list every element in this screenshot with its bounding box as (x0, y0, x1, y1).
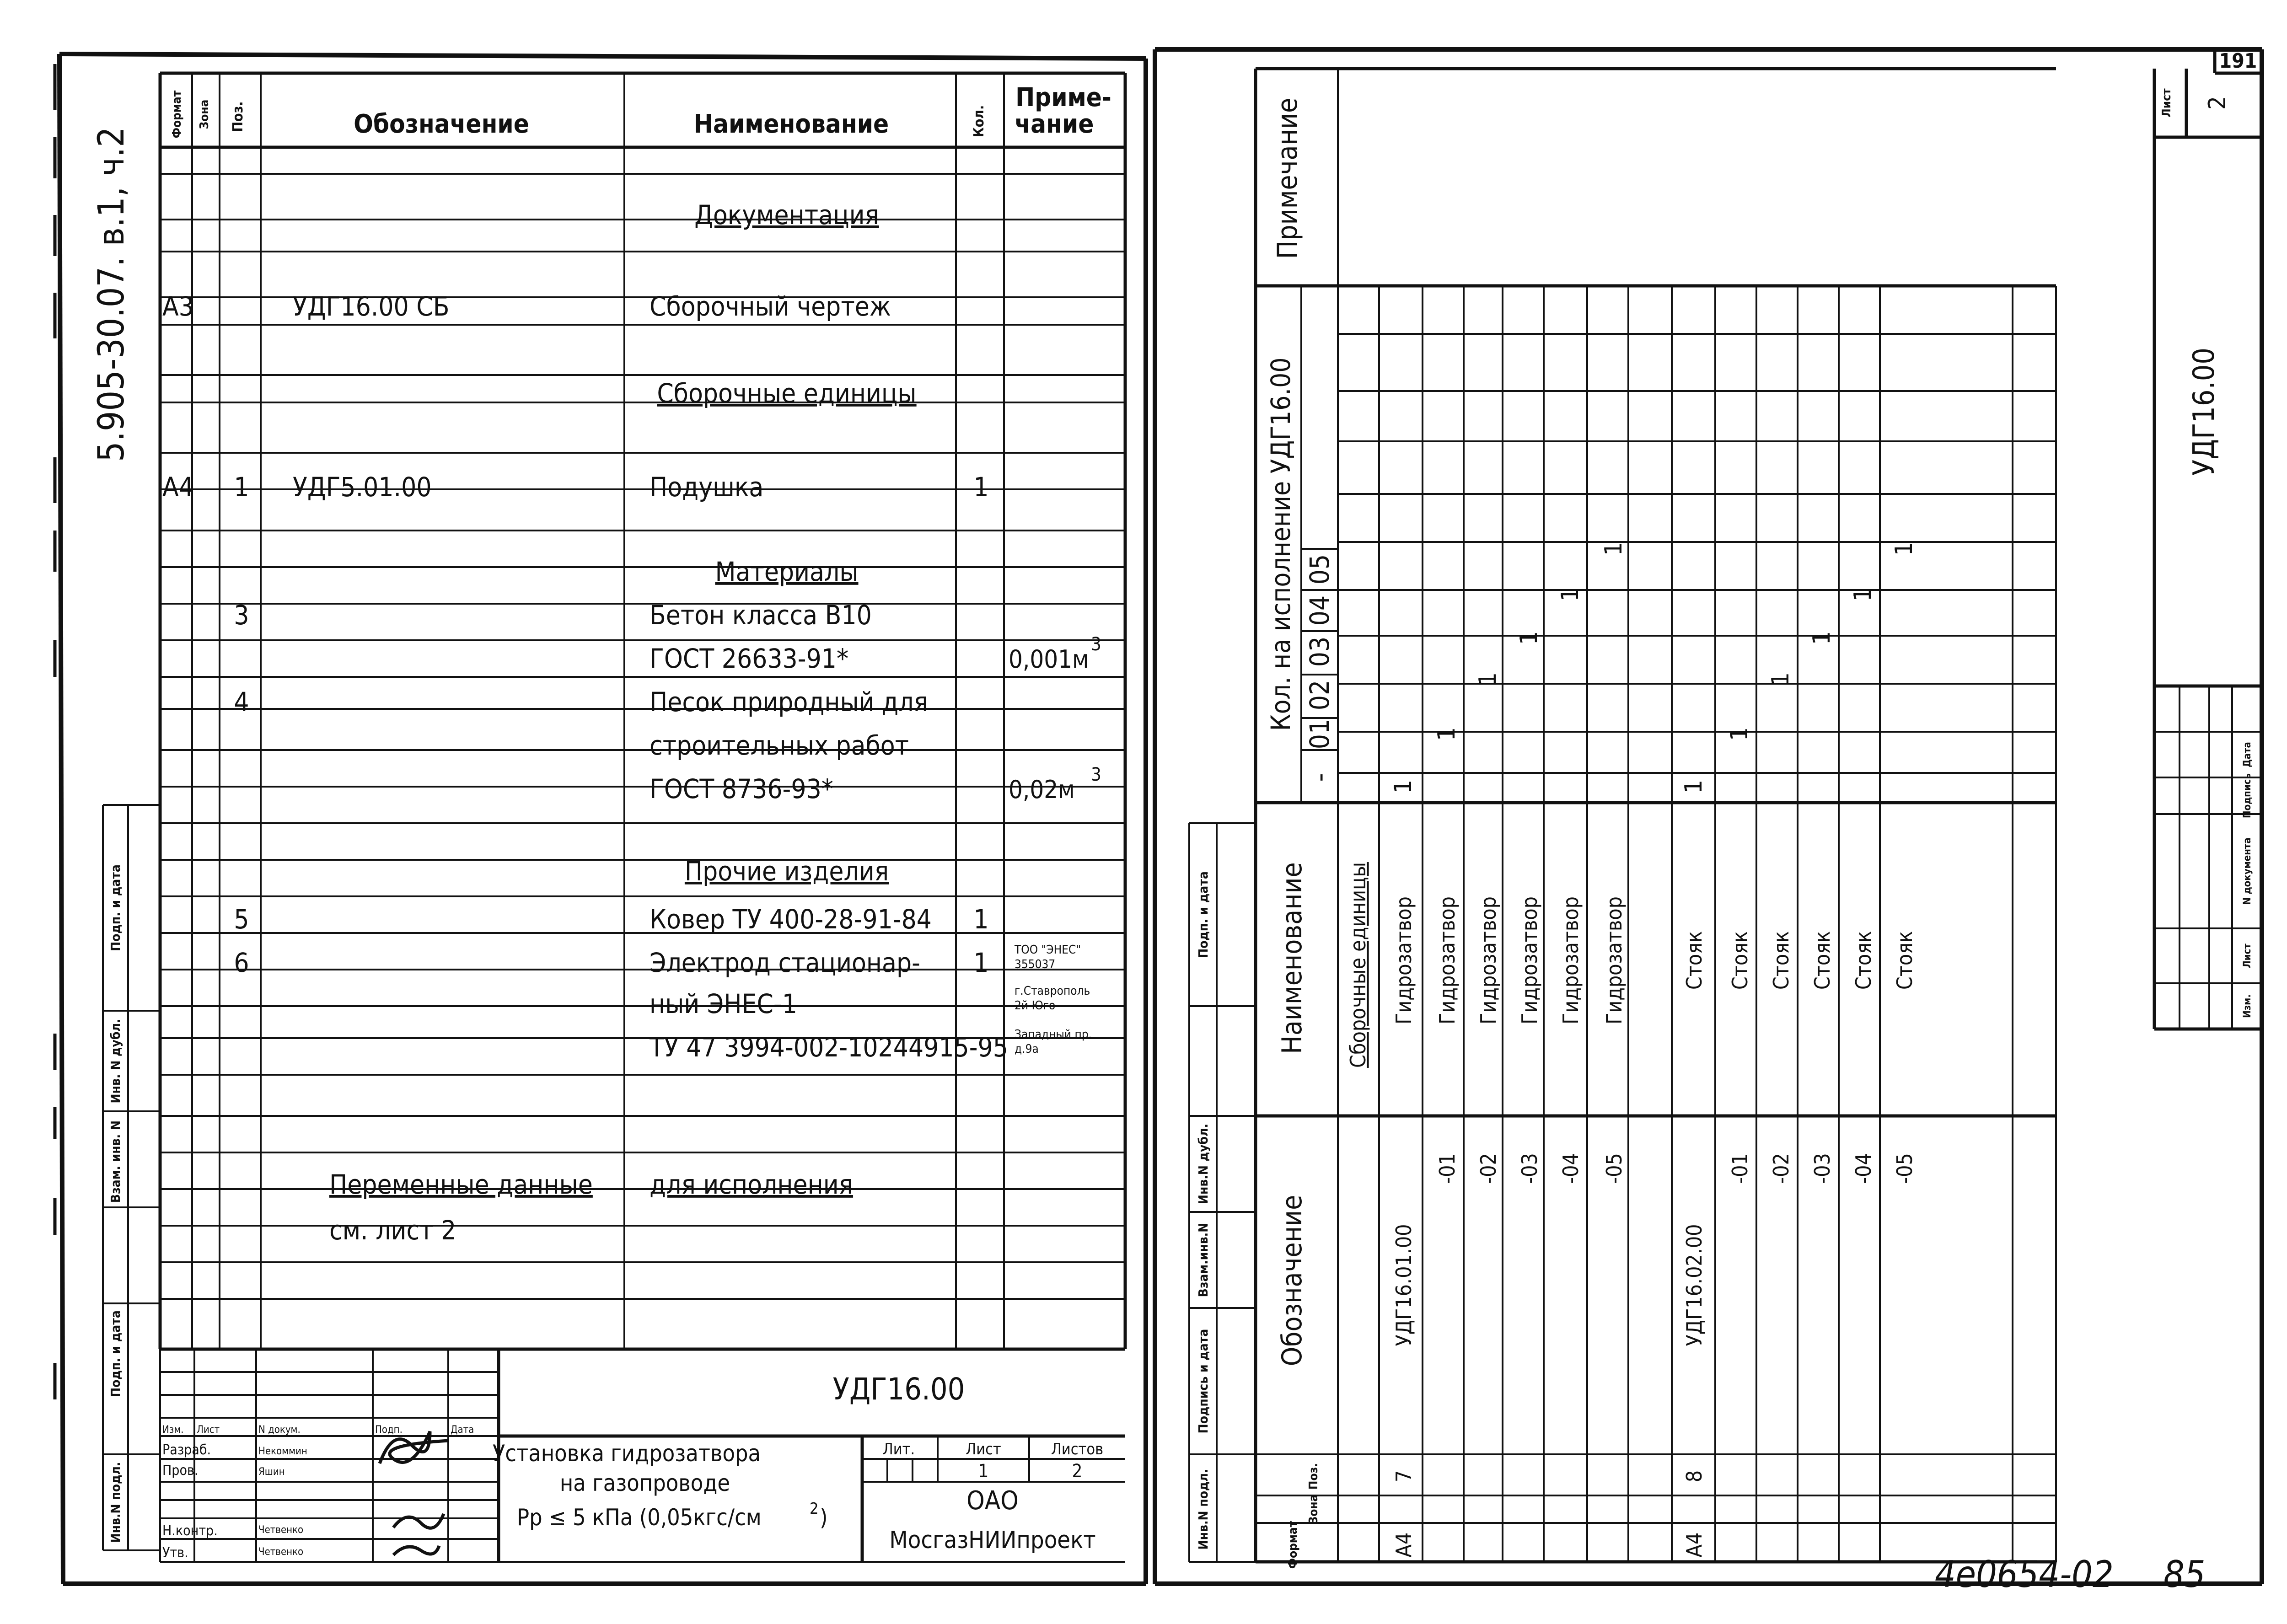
r-subtitle: Сборочные единицы (1346, 862, 1370, 1068)
stamp-lit: Лит. (882, 1440, 915, 1458)
r-head-pos: Поз. (1307, 1463, 1321, 1490)
r-row-qty-10: 1 (1849, 588, 1877, 601)
row-name-3: Подушка (650, 472, 764, 503)
row-pos-3: 1 (234, 472, 249, 503)
head-name: Наименование (693, 109, 889, 139)
row-format-3: А4 (162, 472, 194, 503)
r-stamp-label-2: N документа (2242, 837, 2253, 905)
row-name-13: ный ЭНЕС-1 (650, 988, 797, 1019)
row-note-a-14: Западный пр. (1015, 1028, 1092, 1041)
row-qty-11: 1 (973, 904, 989, 935)
stamp-designation: УДГ16.00 (832, 1372, 965, 1407)
r-head-zone: Зона (1307, 1494, 1321, 1524)
r-row-qty-6: 1 (1680, 780, 1707, 793)
row-qty-12: 1 (973, 947, 989, 978)
row-format-1: А3 (162, 291, 194, 322)
stamp-prov-name: Яшин (258, 1466, 285, 1478)
head-note-1: Приме- (1015, 83, 1111, 113)
r-row-format-6: А4 (1682, 1532, 1707, 1558)
stamp-org-2: МосгазНИИпроект (889, 1527, 1096, 1554)
stamp-sheets-val: 2 (1072, 1461, 1083, 1482)
row-note-b-13: 2й Юго- (1015, 999, 1059, 1013)
row-designation-1: УДГ16.00 СБ (293, 291, 450, 322)
r-row-qty-9: 1 (1808, 631, 1836, 645)
left-side-label-0: Подп. и дата (108, 864, 123, 951)
r-row-name-6: Стояк (1682, 931, 1707, 990)
r-row-designation-8: -02 (1769, 1153, 1793, 1184)
r-row-designation-3: -03 (1517, 1153, 1542, 1184)
stamp-sheets: Листов (1051, 1440, 1104, 1458)
row-name-8: строительных работ (650, 730, 909, 761)
row-designation-16: см. лист 2 (329, 1215, 456, 1246)
row-note-9: 0,02м (1009, 775, 1075, 804)
r-row-name-10: Стояк (1851, 931, 1876, 990)
row-designation-15: Переменные данные (329, 1169, 593, 1200)
row-note-sup-6: 3 (1091, 634, 1101, 655)
left-sheet-frame (59, 54, 1146, 1584)
stamp-prov: Пров. (162, 1463, 199, 1479)
row-name-7: Песок природный для (650, 686, 928, 718)
r-designation: УДГ16.00 (2187, 348, 2221, 476)
row-name-9: ГОСТ 8736-93* (650, 773, 833, 804)
r-row-pos-0: 7 (1391, 1470, 1416, 1483)
r-row-designation-11: -05 (1892, 1153, 1917, 1184)
signature-marks (380, 1431, 448, 1555)
stamp-title-2: на газопроводе (559, 1470, 730, 1496)
stamp-utv-name: Четвенко (258, 1546, 304, 1558)
left-spec-table (160, 73, 1125, 1349)
stamp-title-3: Рр ≤ 5 кПа (0,05кгс/см (517, 1504, 762, 1531)
row-pos-11: 5 (234, 904, 249, 935)
r-side-label-4: Подп. и дата (1196, 871, 1211, 958)
r-head-name: Наименование (1276, 862, 1308, 1054)
r-row-name-8: Стояк (1769, 931, 1793, 990)
stamp-h-doc: N докум. (258, 1424, 301, 1436)
page-number-box (2215, 49, 2262, 73)
r-row-name-7: Стояк (1728, 931, 1752, 990)
r-side-label-3: Инв.N дубл. (1196, 1123, 1211, 1205)
r-row-format-0: А4 (1391, 1532, 1416, 1558)
head-qty: Кол. (971, 105, 987, 138)
r-row-qty-8: 1 (1767, 672, 1794, 686)
stamp-h-date: Дата (451, 1424, 474, 1436)
r-row-designation-6: УДГ16.02.00 (1682, 1224, 1707, 1346)
r-row-pos-6: 8 (1682, 1470, 1707, 1483)
row-name-2: Сборочные единицы (657, 378, 917, 409)
stamp-h-list: Лист (197, 1424, 220, 1436)
r-row-name-1: Гидрозатвор (1435, 896, 1460, 1024)
page-number: 191 (2219, 49, 2257, 73)
row-name-1: Сборочный чертеж (650, 291, 891, 322)
r-qty-col-3: 03 (1304, 636, 1335, 667)
r-sheet-label: Лист (2160, 88, 2174, 118)
row-name-4: Материалы (715, 556, 859, 587)
stamp-nkontr: Н.контр. (162, 1523, 218, 1539)
row-name-0: Документация (694, 199, 879, 230)
r-row-name-3: Гидрозатвор (1517, 896, 1542, 1024)
stamp-h-sign: Подп. (375, 1424, 403, 1436)
stamp-razrab-name: Некоммин (258, 1446, 307, 1457)
row-name-5: Бетон класса В10 (650, 600, 872, 631)
head-designation: Обозначение (354, 109, 529, 139)
r-side-label-2: Взам.инв.N (1196, 1222, 1211, 1297)
row-pos-5: 3 (234, 600, 249, 631)
stamp-sheet: Лист (966, 1440, 1001, 1458)
r-row-qty-4: 1 (1557, 588, 1584, 601)
r-qty-col-5: 05 (1304, 554, 1335, 585)
stamp-utv: Утв. (162, 1545, 188, 1561)
left-side-label-4: Инв.N подл. (108, 1462, 123, 1543)
stamp-nkontr-name: Четвенко (258, 1524, 304, 1536)
right-title-block (2154, 69, 2262, 1029)
r-head-format: Формат (1286, 1521, 1300, 1569)
r-row-designation-10: -04 (1851, 1153, 1876, 1184)
right-side-strip (1189, 823, 1256, 1562)
right-sheet-frame (1155, 49, 2262, 1584)
row-note-a-13: г.Ставрополь (1015, 984, 1090, 998)
stamp-h-izm: Изм. (162, 1424, 184, 1436)
stamp-sheet-val: 1 (978, 1461, 989, 1482)
series-code: 5.905-30.07. в.1, ч.2 (91, 127, 132, 462)
row-note-6: 0,001м (1009, 645, 1089, 674)
left-side-label-1: Инв. N дубл. (108, 1018, 123, 1104)
r-stamp-label-3: Подпись (2242, 773, 2253, 818)
r-stamp-label-1: Лист (2242, 943, 2253, 968)
row-pos-7: 4 (234, 686, 249, 718)
footer-num: 85 (2164, 1553, 2206, 1596)
right-spec-table (1256, 69, 2056, 1569)
r-qty-col-4: 04 (1304, 595, 1335, 626)
row-qty-3: 1 (973, 472, 989, 503)
r-row-qty-5: 1 (1600, 542, 1627, 556)
row-pos-12: 6 (234, 947, 249, 978)
r-row-designation-1: -01 (1435, 1153, 1460, 1184)
r-row-designation-2: -02 (1476, 1153, 1501, 1184)
r-row-designation-5: -05 (1602, 1153, 1627, 1184)
row-name-10: Прочие изделия (684, 856, 889, 887)
left-side-strip (103, 805, 160, 1550)
r-row-name-11: Стояк (1892, 931, 1917, 990)
r-head-note: Примечание (1272, 97, 1304, 259)
stamp-title-3-end: ) (820, 1504, 828, 1531)
row-name-11: Ковер ТУ 400-28-91-84 (650, 904, 932, 935)
row-name-12: Электрод стационар- (650, 947, 920, 978)
head-zone: Зона (198, 99, 211, 129)
row-note-b-14: д.9а (1015, 1042, 1039, 1056)
r-side-label-1: Подпись и дата (1196, 1329, 1211, 1434)
r-head-qty-title: Кол. на исполнение УДГ16.00 (1265, 357, 1296, 731)
stamp-razrab: Разраб. (162, 1442, 211, 1458)
left-title-block (160, 1349, 1125, 1562)
r-stamp-label-4: Дата (2242, 742, 2253, 767)
r-side-label-0: Инв.N подл. (1196, 1469, 1211, 1550)
row-name-15: для исполнения (650, 1169, 854, 1200)
r-row-name-2: Гидрозатвор (1476, 896, 1501, 1024)
r-qty-col-1: 01 (1304, 718, 1335, 750)
r-row-name-4: Гидрозатвор (1558, 896, 1583, 1024)
r-head-designation: Обозначение (1276, 1195, 1308, 1367)
row-note-b-12: 355037 (1015, 958, 1056, 971)
r-row-name-9: Стояк (1810, 931, 1835, 990)
left-side-label-3: Подп. и дата (108, 1310, 123, 1397)
head-note-2: чание (1015, 109, 1094, 139)
row-note-a-12: ТОО "ЭНЕС" (1015, 943, 1081, 957)
r-row-designation-0: УДГ16.01.00 (1391, 1224, 1416, 1346)
row-note-sup-9: 3 (1091, 764, 1101, 785)
r-qty-col-2: 02 (1304, 680, 1335, 711)
head-format: Формат (170, 90, 184, 139)
stamp-title-3-sup: 2 (810, 1500, 819, 1518)
row-name-14: ТУ 47 3994-002-10244915-95 (650, 1032, 1008, 1063)
r-row-name-5: Гидрозатвор (1602, 896, 1627, 1024)
left-side-label-2: Взам. инв. N (108, 1120, 123, 1203)
head-pos: Поз. (230, 101, 246, 132)
r-row-designation-7: -01 (1728, 1153, 1752, 1184)
r-row-qty-7: 1 (1726, 727, 1753, 741)
r-qty-col-0: - (1304, 773, 1335, 782)
stamp-org-1: ОАО (966, 1486, 1019, 1516)
r-stamp-label-0: Изм. (2242, 994, 2253, 1018)
r-row-name-0: Гидрозатвор (1391, 896, 1416, 1024)
r-row-designation-9: -03 (1810, 1153, 1835, 1184)
r-row-qty-11: 1 (1890, 542, 1918, 556)
r-row-qty-0: 1 (1390, 780, 1417, 793)
stamp-title-1: Установка гидрозатвора (492, 1440, 761, 1467)
row-name-6: ГОСТ 26633-91* (650, 643, 849, 674)
r-row-designation-4: -04 (1558, 1153, 1583, 1184)
r-row-qty-3: 1 (1515, 631, 1543, 645)
r-row-qty-1: 1 (1433, 727, 1460, 741)
row-designation-3: УДГ5.01.00 (293, 472, 432, 503)
r-sheet-num: 2 (2204, 96, 2231, 110)
footer-id: 4e0654-02 (1935, 1553, 2114, 1596)
r-row-qty-2: 1 (1474, 672, 1502, 686)
